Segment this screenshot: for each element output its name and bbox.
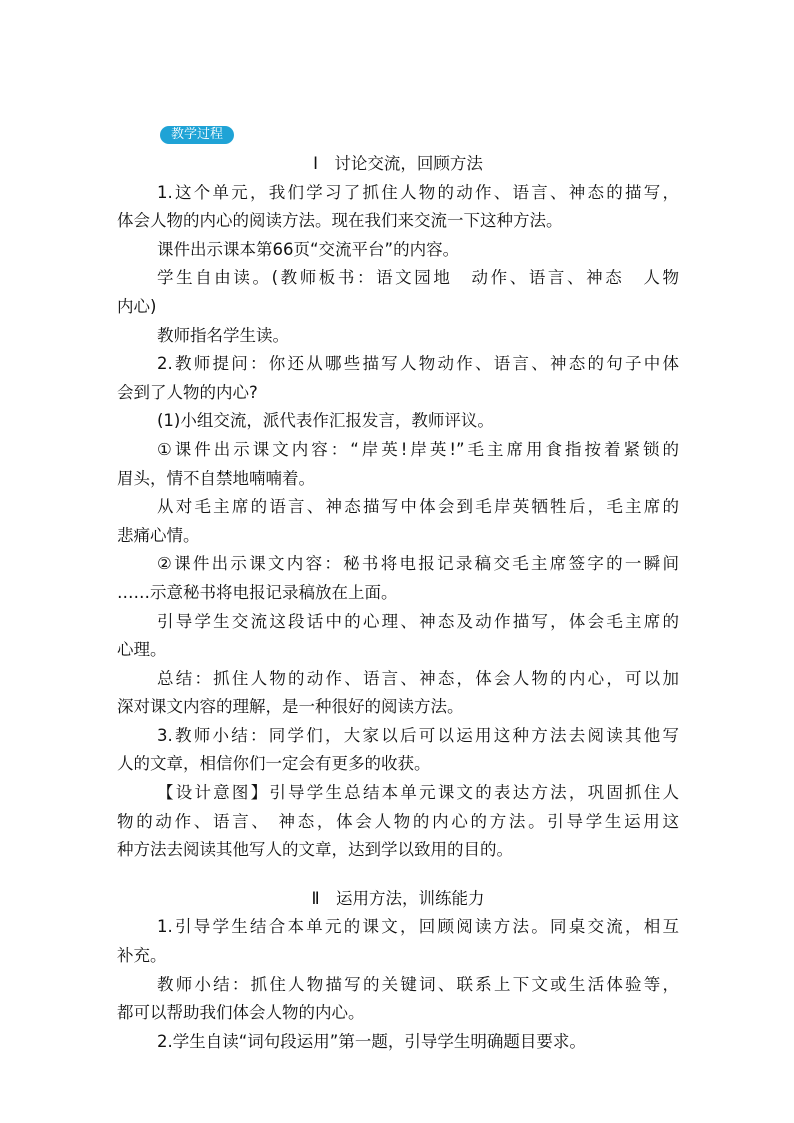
lesson-content <box>117 150 679 1056</box>
text-line: 3.教师小结：同学们，大家以后可以运用这种方法去阅读其他写 <box>157 725 679 745</box>
text-line: 2.学生自读“词句段运用”第一题，引导学生明确题目要求。 <box>157 1031 586 1051</box>
text-line: 2.教师提问：你还从哪些描写人物动作、语言、神态的句子中体 <box>157 354 679 374</box>
text-line: 教师指名学生读。 <box>157 325 289 345</box>
text-line: 【设计意图】引导学生总结本单元课文的表达方法，巩固抓住人 <box>157 783 679 803</box>
text-line: 眉头，情不自禁地喃喃着。 <box>117 468 315 488</box>
paragraph <box>117 722 679 779</box>
paragraph <box>117 179 679 236</box>
paragraph <box>117 608 679 665</box>
paragraph <box>117 550 679 607</box>
text-line: 学生自由读。(教师板书：语文园地 动作、语言、神态 人物 <box>157 268 679 288</box>
section-gap <box>117 865 679 885</box>
text-line: 种方法去阅读其他写人的文章，达到学以致用的目的。 <box>117 840 513 860</box>
paragraph <box>117 913 679 970</box>
text-line: 人的文章，相信你们一定会有更多的收获。 <box>117 754 431 774</box>
text-line: 总结：抓住人物的动作、语言、神态，体会人物的内心，可以加 <box>157 668 679 688</box>
text-line: 心理。 <box>117 640 167 660</box>
text-line: ②课件出示课文内容：秘书将电报记录稿交毛主席签字的一瞬间 <box>157 554 679 574</box>
text-line: 教师小结：抓住人物描写的关键词、联系上下文或生活体验等， <box>157 974 679 994</box>
text-line: 1.这个单元，我们学习了抓住人物的动作、语言、神态的描写， <box>157 182 679 202</box>
paragraph <box>117 407 679 436</box>
paragraph <box>117 1028 679 1057</box>
text-line: 内心) <box>117 296 157 316</box>
paragraph <box>117 264 679 321</box>
text-line: ①课件出示课文内容：“岸英!岸英!”毛主席用食指按着紧锁的 <box>157 439 679 459</box>
text-line: 1.引导学生结合本单元的课文，回顾阅读方法。同桌交流，相互 <box>157 917 679 937</box>
section-heading-1: Ⅰ 讨论交流，回顾方法 <box>313 154 483 173</box>
text-line: 都可以帮助我们体会人物的内心。 <box>117 1003 365 1023</box>
paragraph <box>117 493 679 550</box>
text-line: 深对课文内容的理解，是一种很好的阅读方法。 <box>117 697 464 717</box>
text-line: ……示意秘书将电报记录稿放在上面。 <box>117 582 398 602</box>
text-line: 体会人物的内心的阅读方法。现在我们来交流一下这种方法。 <box>117 211 563 231</box>
paragraph <box>117 436 679 493</box>
text-line: 从对毛主席的语言、神态描写中体会到毛岸英牺牲后，毛主席的 <box>157 497 679 517</box>
design-intent-paragraph <box>117 779 679 865</box>
paragraph <box>117 350 679 407</box>
section-heading-2: Ⅱ 运用方法，训练能力 <box>311 888 485 908</box>
paragraph <box>117 971 679 1028</box>
paragraph <box>117 236 679 265</box>
section-badge: 教学过程 <box>160 126 234 144</box>
paragraph <box>117 665 679 722</box>
text-line: (1)小组交流，派代表作汇报发言，教师评议。 <box>157 411 494 431</box>
text-line: 悲痛心情。 <box>117 525 200 545</box>
paragraph <box>117 322 679 351</box>
text-line: 引导学生交流这段话中的心理、神态及动作描写，体会毛主席的 <box>157 611 679 631</box>
text-line: 课件出示课本第66页“交流平台”的内容。 <box>157 239 460 259</box>
text-line: 补充。 <box>117 946 167 966</box>
text-line: 物的动作、语言、 神态，体会人物的内心的方法。引导学生运用这 <box>117 811 679 831</box>
text-line: 会到了人物的内心? <box>117 382 258 402</box>
